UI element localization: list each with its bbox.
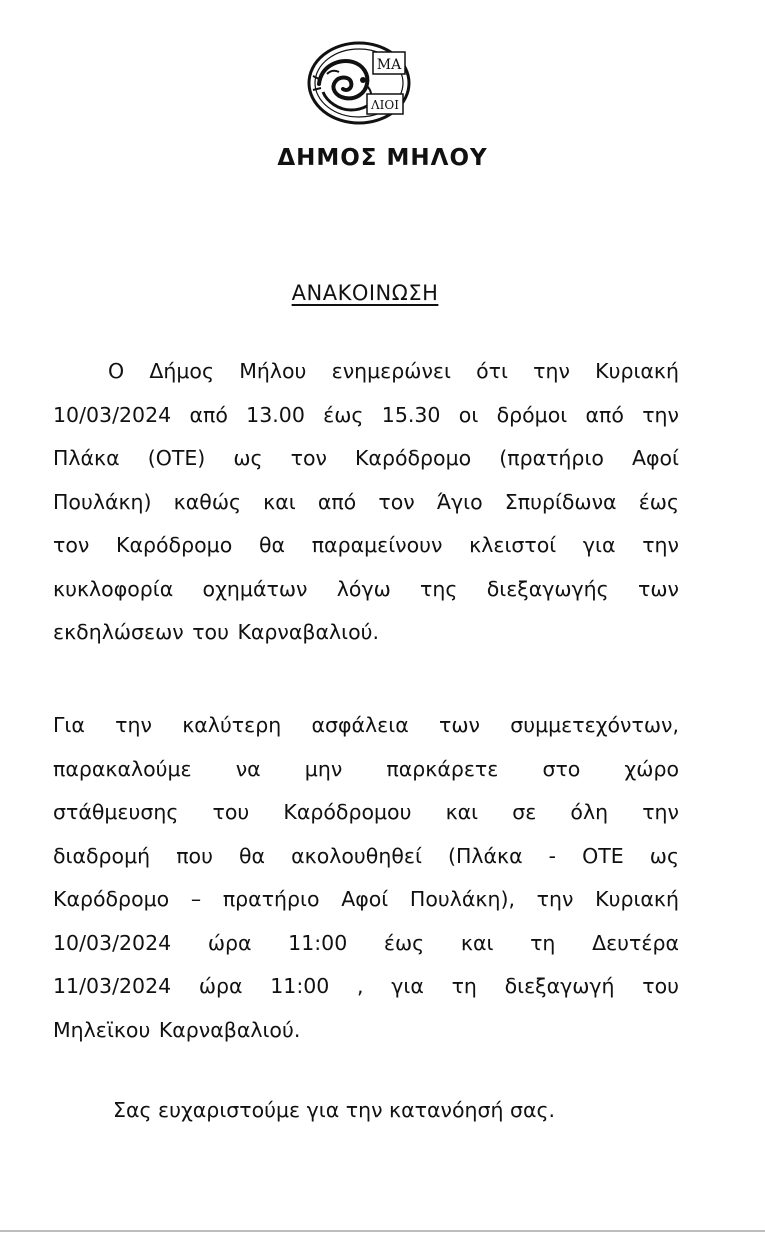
paragraph-line: Πλάκα (ΟΤΕ) ως τον Καρόδρομο (πρατήριο Αφοί bbox=[53, 446, 679, 470]
paragraph-line: παρακαλούμε να μην παρκάρετε στο χώρο bbox=[53, 756, 679, 781]
paragraph-road-closure bbox=[53, 350, 679, 655]
coin-logo bbox=[305, 40, 413, 126]
paragraph-line: Ο Δήμος Μήλου ενημερώνει ότι την Κυριακή bbox=[108, 359, 679, 383]
page-bottom-divider bbox=[0, 1230, 765, 1232]
paragraph-line: Πουλάκη) καθώς και από τον Άγιο Σπυρίδωνα έως bbox=[53, 489, 679, 514]
paragraph-line: κυκλοφορία οχημάτων λόγω της διεξαγωγής των bbox=[53, 576, 679, 601]
paragraph-parking bbox=[53, 704, 679, 1052]
logo-inscription-bottom: ΛΙΟΙ bbox=[371, 98, 399, 112]
organization-name: ΔΗΜΟΣ ΜΗΛΟΥ bbox=[277, 145, 488, 171]
paragraph-line: 11/03/2024 ώρα 11:00 , για τη διεξαγωγή του bbox=[53, 974, 679, 998]
logo-inscription-top: ΜΑ bbox=[376, 57, 402, 73]
announcement-title-text: ΑΝΑΚΟΙΝΩΣΗ bbox=[291, 281, 439, 305]
paragraph-line: στάθμευσης του Καρόδρομου και σε όλη την bbox=[53, 800, 679, 824]
paragraph-line: διαδρομή που θα ακολουθηθεί (Πλάκα - ΟΤΕ ως bbox=[53, 843, 679, 868]
paragraph-line: Μηλεϊκου Καρναβαλιού. bbox=[53, 1017, 301, 1042]
paragraph-line: εκδηλώσεων του Καρναβαλιού. bbox=[53, 620, 379, 644]
paragraph-line: 10/03/2024 από 13.00 έως 15.30 οι δρόμοι από την bbox=[53, 402, 679, 427]
closing-thanks: Σας ευχαριστούμε για την κατανόησή σας. bbox=[113, 1098, 556, 1122]
announcement-title bbox=[0, 281, 730, 305]
paragraph-line: Για την καλύτερη ασφάλεια των συμμετεχόντων, bbox=[53, 713, 679, 737]
paragraph-line: τον Καρόδρομο θα παραμείνουν κλειστοί για την bbox=[53, 533, 679, 557]
paragraph-line: Καρόδρομο – πρατήριο Αφοί Πουλάκη), την Κυριακή bbox=[53, 887, 679, 911]
paragraph-line: 10/03/2024 ώρα 11:00 έως και τη Δευτέρα bbox=[53, 930, 679, 955]
